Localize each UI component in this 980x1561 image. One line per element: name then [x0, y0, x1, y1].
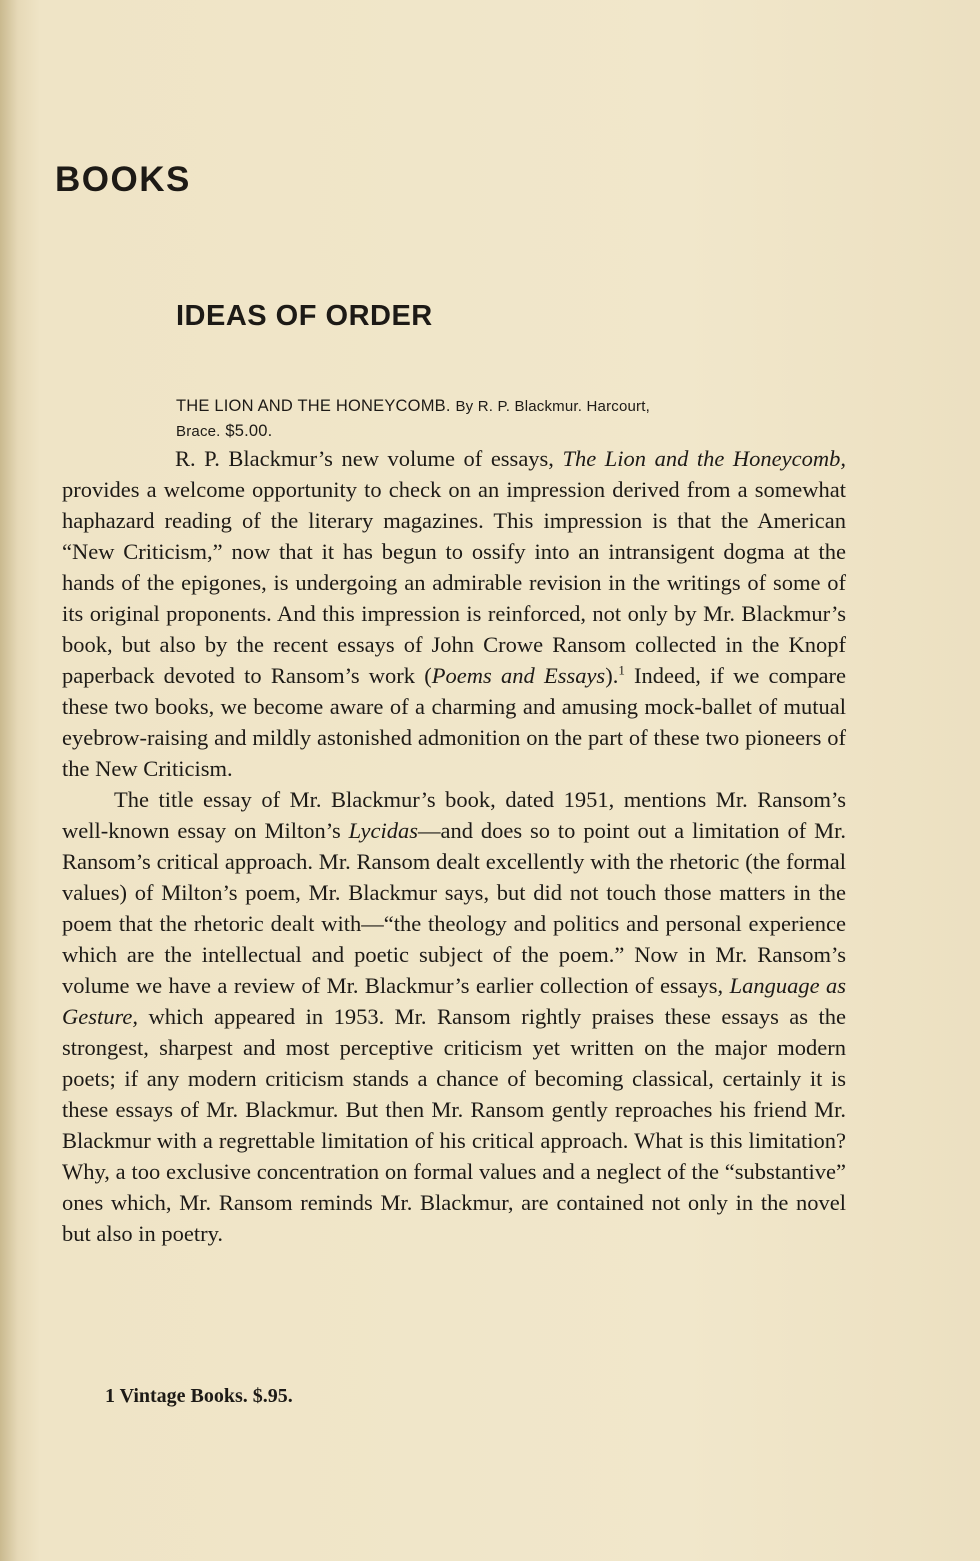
language-gesture-italic: Language as Gesture, [62, 973, 846, 1029]
book-title: THE LION AND THE HONEYCOMB. [176, 397, 451, 415]
footnote-reference[interactable]: 1 [618, 662, 625, 678]
paragraph-2-text: which appeared in 1953. Mr. Ransom rightly praises these essays as the strongest, sharpest and most perceptive criticism yet written on the major modern poets; if any modern criticism stands a chance of becoming classical, certainly it is these essays of Mr. Blackmur. But then Mr. Ransom gently reproaches his friend Mr. Blackmur with a regrettable limitation of his critical approach. What is this limitation? Why, a too exclusive concentration on formal values and a neglect of the “substantive” ones which, Mr. Ransom reminds Mr. Blackmur, are contained not only in the novel but also in poetry. [62, 1004, 846, 1246]
book-publisher-cont: Brace. [176, 423, 221, 440]
footnote-number: 1 [105, 1385, 115, 1407]
article-body [62, 443, 846, 1249]
footnote [105, 1385, 293, 1408]
poems-essays-italic: Poems and Essays [431, 663, 606, 688]
paragraph-1-text: R. P. Blackmur’s new volume of essays, [175, 446, 554, 471]
article-title: IDEAS OF ORDER [176, 300, 433, 332]
book-details [176, 394, 846, 444]
footnote-text: Vintage Books. $.95. [119, 1385, 293, 1407]
paragraph-1-text: provides a welcome opportunity to check on an impression derived from a somewhat haphazard reading of the literary magazines. This impression is that the American “New Criticism,” now that it has begun to ossify into an intransigent dogma at the hands of the epigones, is undergoing an admirable revision in the writings of some of its original proponents. And this impression is reinforced, not only by Mr. Blackmur’s book, but also by the recent essays of John Crowe Ransom collected in the Knopf paperback devoted to Ransom’s work ( [62, 477, 846, 688]
lycidas-italic: Lycidas [348, 818, 418, 843]
paragraph-2-text: —and does so to point out a limitation of Mr. Ransom’s critical approach. Mr. Ransom dealt excellently with the rhetoric (the formal values) of Milton’s poem, Mr. Blackmur says, but did not touch those matters in the poem that the rhetoric dealt with—“the theology and politics and personal experience which are the intellectual and poetic subject of the poem.” Now in Mr. Ransom’s volume we have a review of Mr. Blackmur’s earlier collection of essays, [62, 818, 847, 998]
book-price: $5.00. [225, 422, 273, 440]
book-byline: By R. P. Blackmur. Harcourt, [455, 398, 650, 415]
paragraph-1-text: Indeed, if we compare these two books, we become aware of a charming and amusing mock-ballet of mutual eyebrow-raising and mildly astonished admonition on the part of these two pioneers of the New Criticism. [62, 663, 846, 781]
paragraph-1 [62, 443, 846, 784]
paragraph-2 [62, 784, 846, 1249]
paragraph-1-text: ). [605, 663, 619, 688]
paragraph-2-text: The title essay of Mr. Blackmur’s book, dated 1951, mentions Mr. Ransom’s well-known essay on Milton’s [62, 787, 846, 843]
book-title-italic: The Lion and the Honeycomb, [562, 446, 846, 471]
section-label: BOOKS [55, 160, 191, 199]
